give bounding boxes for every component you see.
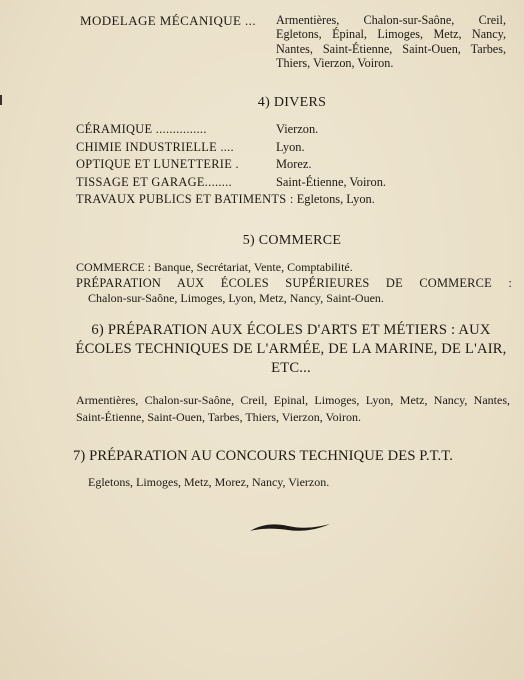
divers-row — [76, 157, 312, 172]
section7-heading: 7) PRÉPARATION AU CONCOURS TECHNIQUE DES P.T.T. — [73, 448, 453, 464]
commerce-line: COMMERCE : Banque, Secrétariat, Vente, Comptabilité. — [76, 260, 353, 274]
divers-row-value: Morez. — [276, 157, 312, 171]
modelage-label: MODELAGE MÉCANIQUE ... — [80, 13, 256, 28]
divers-row-value: Vierzon. — [276, 122, 319, 136]
prep-commerce-title: PRÉPARATION AUX ÉCOLES SUPÉRIEURES DE COMMERCE : — [76, 276, 512, 290]
flourish-divider-icon — [248, 518, 332, 538]
divers-row-label: TISSAGE ET GARAGE........ — [76, 175, 232, 189]
divers-row-label: TRAVAUX PUBLICS ET BATIMENTS : — [76, 192, 294, 206]
divers-row — [76, 140, 305, 155]
divers-row-value: Egletons, Lyon. — [296, 192, 375, 206]
section6-heading: 6) PRÉPARATION AUX ÉCOLES D'ARTS ET MÉTIERS : AUX ÉCOLES TECHNIQUES DE L'ARMÉE, DE LA MARINE, DE L'AIR, ETC... — [75, 322, 507, 376]
modelage-towns: Armentières, Chalon-sur-Saône, Creil, Egletons, Épinal, Limoges, Metz, Nancy, Nantes, Saint-Étienne, Saint-Ouen, Tarbes, Thiers, Vierzon, Voiron. — [276, 13, 506, 71]
divers-row-value: Lyon. — [276, 140, 305, 154]
divers-row-label: OPTIQUE ET LUNETTERIE . — [76, 157, 239, 171]
divers-row — [76, 192, 375, 207]
section7-towns: Egletons, Limoges, Metz, Morez, Nancy, Vierzon. — [88, 475, 330, 489]
section6-towns: Armentières, Chalon-sur-Saône, Creil, Epinal, Limoges, Lyon, Metz, Nancy, Nantes, Saint-Étienne, Saint-Ouen, Tarbes, Thiers, Vierzon, Voiron. — [76, 393, 510, 424]
divers-row — [76, 122, 319, 137]
divers-row-label: CHIMIE INDUSTRIELLE .... — [76, 140, 234, 154]
divers-heading: 4) DIVERS — [257, 95, 327, 110]
commerce-heading: 5) COMMERCE — [242, 233, 342, 248]
divers-row-label: CÉRAMIQUE ............... — [76, 122, 207, 136]
divers-row — [76, 175, 387, 190]
divers-row-value: Saint-Étienne, Voiron. — [276, 175, 387, 189]
prep-commerce-towns: Chalon-sur-Saône, Limoges, Lyon, Metz, Nancy, Saint-Ouen. — [88, 291, 384, 305]
